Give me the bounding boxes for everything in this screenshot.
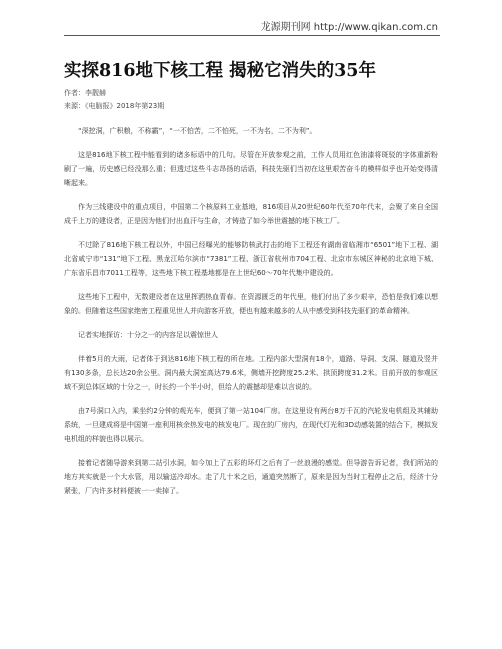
paragraph: 这是816地下核工程中能看到的诸多标语中的几句。尽管在开放参观之前，工作人员用红色油漆将斑驳的字体重新粉刷了一遍，历史感已经没那么重；但透过这些斗志昂扬的话语，科技先驱们当初在这里艰苦奋斗的模样似乎也开始变得清晰起来。	[64, 151, 438, 187]
article-source: 来源：《电脑报》2018年第23期	[64, 102, 165, 110]
paragraph: 这些地下工程中，无数建设者在这里挥洒热血青春。在资源匮乏的年代里，他们付出了多少艰辛，恐怕是我们难以想象的。但随着这些国家绝密工程重见世人并向游客开放，便也有越来越多的人从中感受到科技先驱们的革命精神。	[64, 293, 438, 315]
paragraph: 伴着5月的大雨，记者体于到达816地下核工程的所在地。工程内部大型洞有18个，道路、导洞、支洞、隧道及竖井有130多条，总长达20余公里。洞内最大洞室高达79.6米，侧墙开挖跨度25.2米、拱顶跨度31.2米。目前开放的参观区域不到总体区域的十分之一，时长约一个半小时，但给人的震撼却是难以言说的。	[64, 355, 438, 391]
header-divider	[64, 35, 440, 36]
paragraph: 接着记者随导游来到第二站引水洞，如今加上了五彩的环灯之后有了一丝浪漫的感觉。但导游告诉记者，我们所站的地方其实就是一个大水管，用以输送冷却水。走了几十米之后，通道突然断了，原来是因为当时工程停止之后，经济十分紧张，厂内许多材料便被一一卖掉了。	[64, 459, 438, 495]
paragraph: 由7号洞口入内，乘坐约2分钟的观光车，便到了第一站104厂房。在这里设有两台8万千瓦的汽轮发电机组及其辅助系统，一旦建成将是中国第一座利用核余热发电的核发电厂。现在的厂房内，在现代灯光和3D动感装置的结合下，模拟发电机组的样貌也得以展示。	[64, 407, 438, 443]
paragraph: 作为三线建设中的重点项目，中国第二个核原料工业基地，816项目从20世纪60年代至70年代末，会聚了来自全国成千上万的建设者，正是因为他们付出血汗与生命，才铸造了如今举世震撼的地下核工厂。	[64, 203, 438, 225]
article-author: 作者：李靓赫	[64, 89, 106, 97]
source-watermark: 龙源期刊网 http://www.qikan.com.cn	[260, 22, 438, 33]
paragraph: “深挖洞，广积粮，不称霸”，“一不怕苦，二不怕死，一不为名，二不为利”。	[78, 127, 317, 135]
article-title: 实探816地下核工程 揭秘它消失的35年	[64, 61, 376, 81]
article-body	[64, 124, 438, 508]
section-heading: 记者实地探访：十分之一的内容足以震惊世人	[78, 331, 218, 339]
paragraph: 不过除了816地下核工程以外，中国已经曝光的能够防核武打击的地下工程还有湖南省临湘市“6501”地下工程、湖北省咸宁市“131”地下工程、黑龙江哈尔滨市“7381”工程、浙江省杭州市704工程、北京市东城区神秘的北京地下城、广东省乐昌市7011工程等，这些地下核工程基地都是在上世纪60～70年代集中建设的。	[64, 241, 438, 277]
